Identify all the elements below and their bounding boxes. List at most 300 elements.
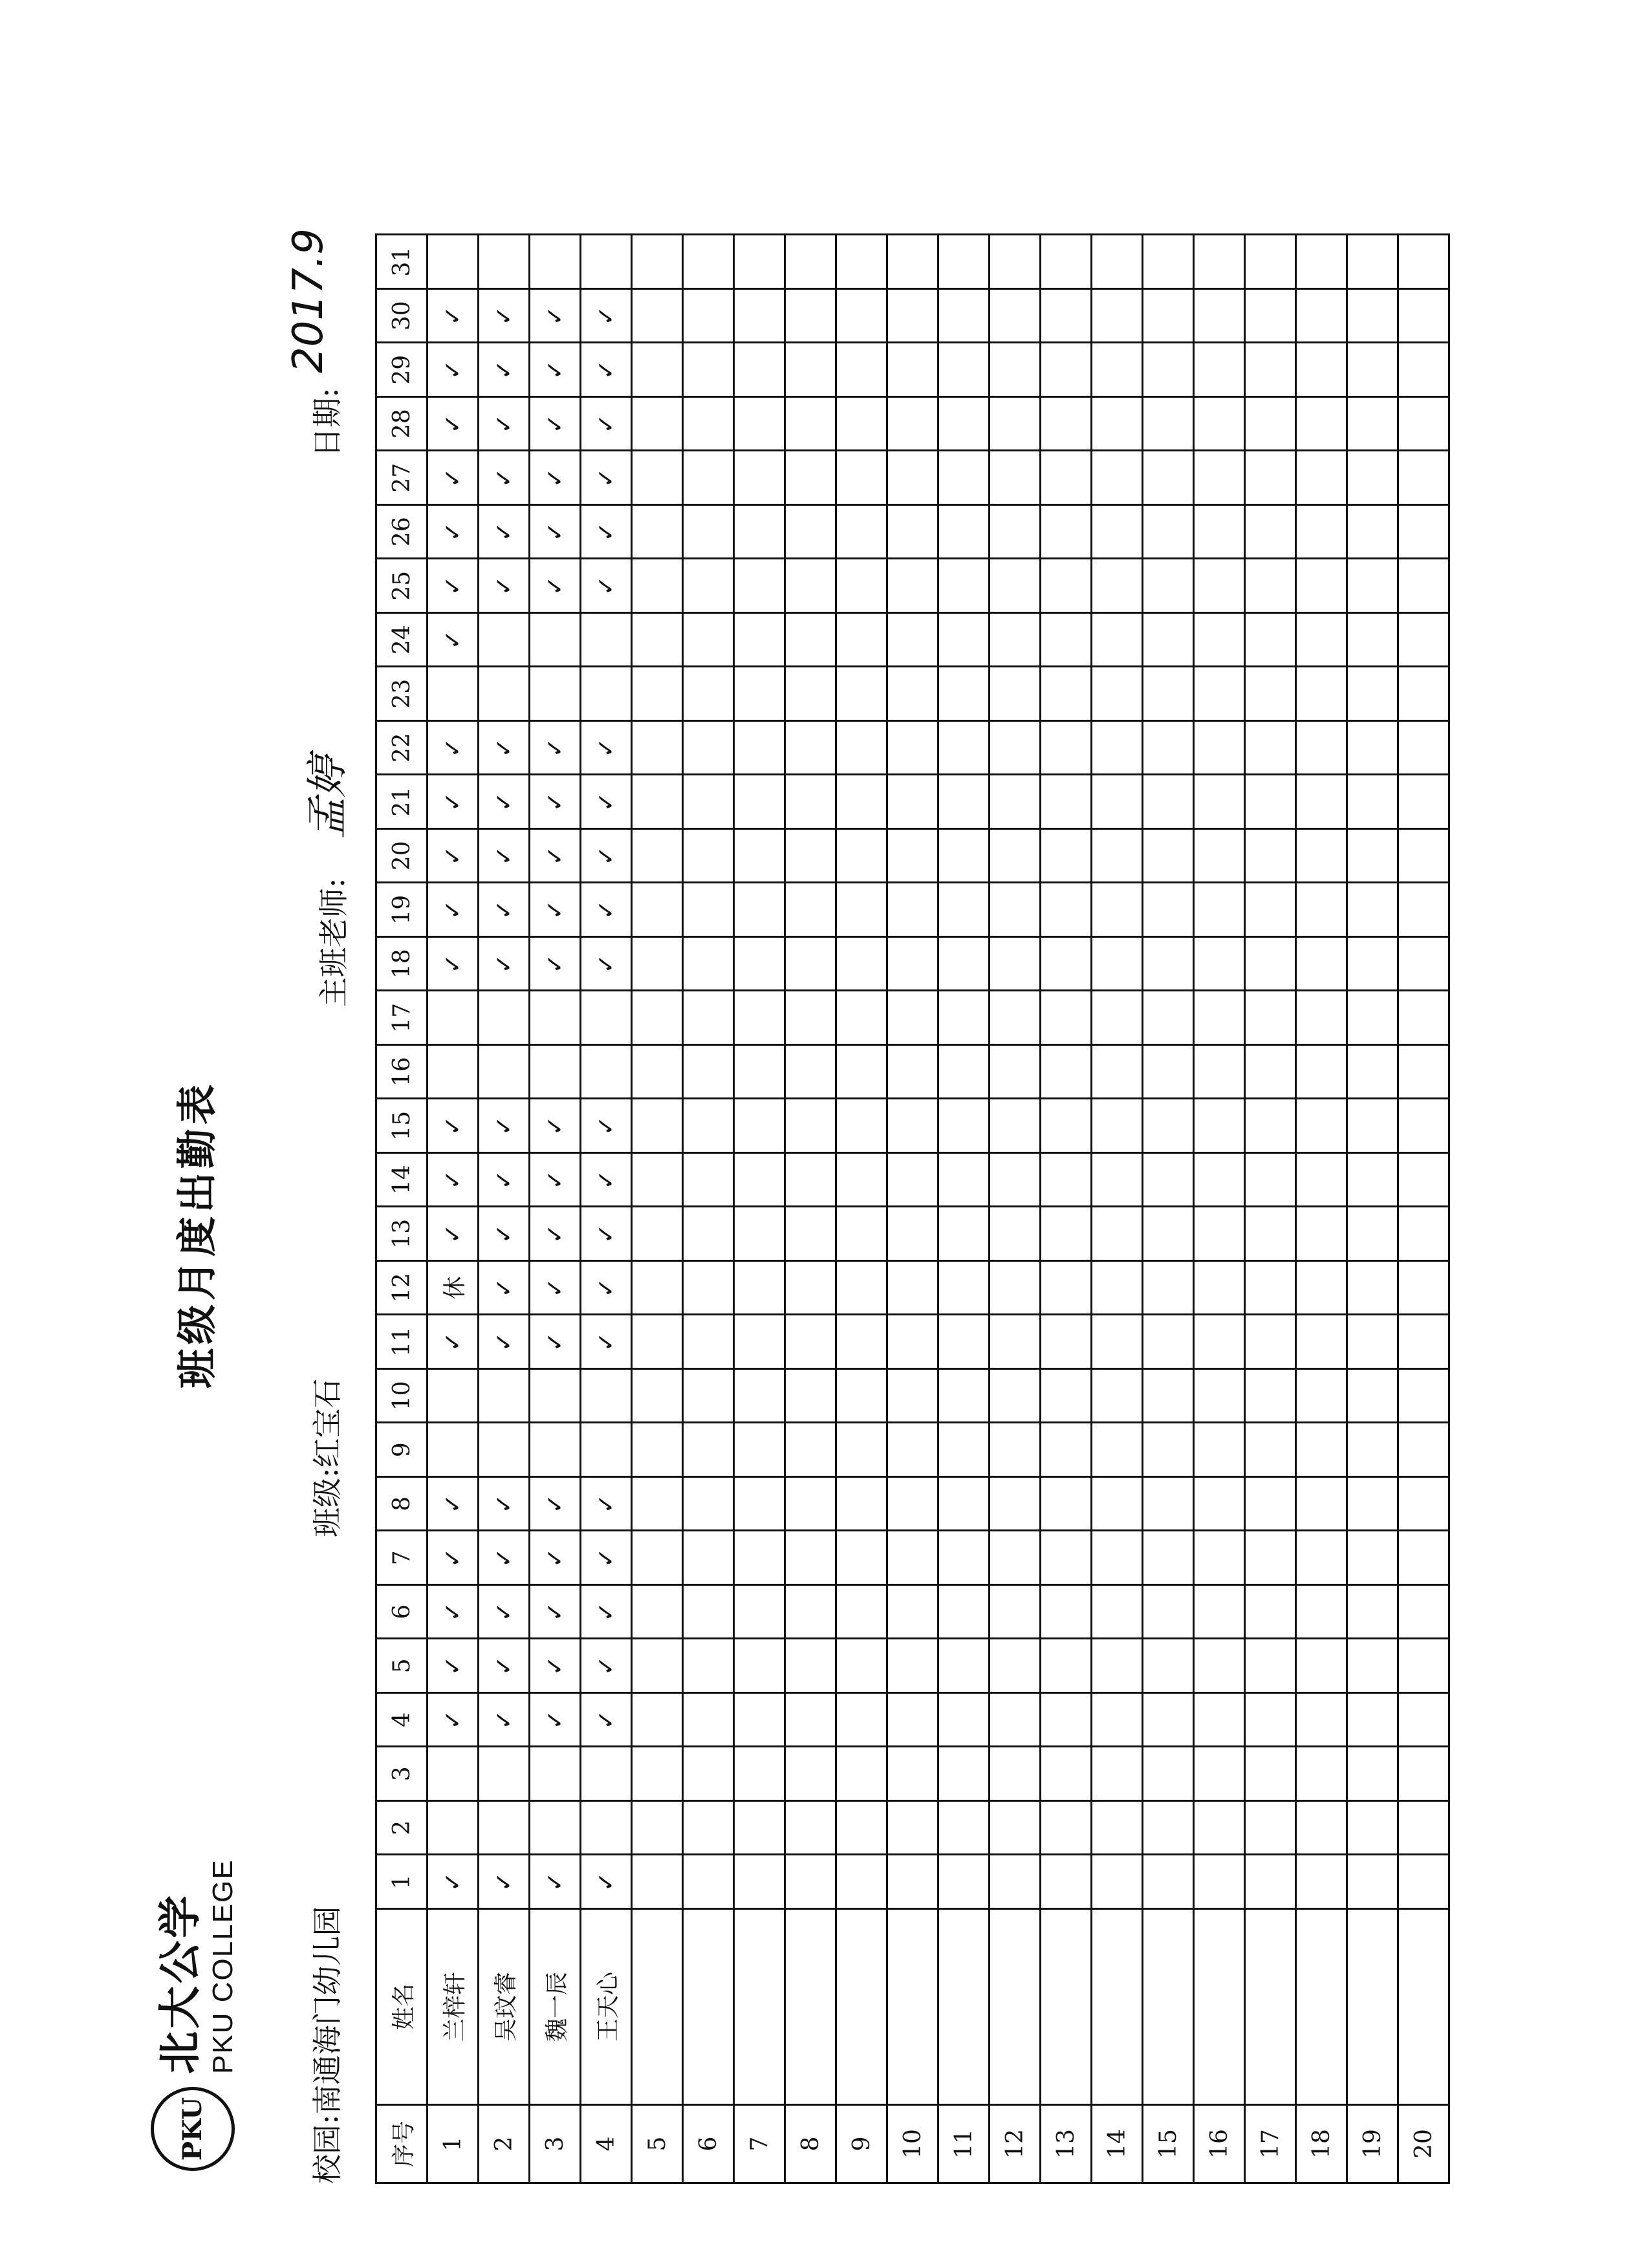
student-name-cell (785, 1909, 836, 2105)
student-name-cell (1245, 1909, 1296, 2105)
table-row (990, 235, 1041, 2183)
attendance-cell (1245, 289, 1296, 343)
attendance-cell (1143, 451, 1194, 505)
attendance-cell: ✓ (428, 1531, 479, 1585)
attendance-cell (887, 883, 938, 937)
attendance-cell (581, 1747, 632, 1801)
attendance-cell (1296, 991, 1347, 1045)
attendance-cell (785, 235, 836, 289)
attendance-cell (785, 667, 836, 721)
attendance-cell (1296, 1099, 1347, 1153)
attendance-cell (990, 937, 1041, 991)
attendance-cell (683, 775, 734, 829)
attendance-cell (734, 451, 785, 505)
attendance-cell (1296, 289, 1347, 343)
attendance-cell (990, 1801, 1041, 1855)
attendance-cell (683, 991, 734, 1045)
campus-label: 校园:南通海门幼儿园 (310, 1906, 345, 2184)
attendance-cell: ✓ (530, 559, 581, 613)
attendance-cell (990, 1153, 1041, 1207)
attendance-cell (990, 775, 1041, 829)
attendance-cell (1194, 1585, 1245, 1639)
attendance-cell (1347, 235, 1398, 289)
attendance-cell (632, 1801, 683, 1855)
day-header: 1 (376, 1855, 428, 1909)
day-header: 15 (376, 1099, 428, 1153)
attendance-cell (1092, 1855, 1143, 1909)
attendance-cell (530, 1801, 581, 1855)
table-row (938, 235, 990, 2183)
attendance-cell (1041, 235, 1092, 289)
student-name-cell: 兰梓轩 (428, 1909, 479, 2105)
attendance-cell (836, 235, 887, 289)
attendance-cell (785, 1261, 836, 1315)
attendance-cell (1347, 1261, 1398, 1315)
attendance-cell: ✓ (581, 1639, 632, 1693)
attendance-cell (683, 1477, 734, 1531)
attendance-cell (1398, 1855, 1449, 1909)
attendance-cell (1398, 1531, 1449, 1585)
attendance-cell: ✓ (530, 1261, 581, 1315)
student-name-cell (734, 1909, 785, 2105)
attendance-cell (990, 1855, 1041, 1909)
attendance-cell (1194, 289, 1245, 343)
attendance-cell (938, 289, 990, 343)
table-row (836, 235, 887, 2183)
attendance-cell (1398, 1693, 1449, 1747)
attendance-cell (836, 1423, 887, 1477)
attendance-cell: ✓ (581, 1261, 632, 1315)
seq-cell: 10 (887, 2105, 938, 2183)
attendance-cell (1296, 775, 1347, 829)
name-header: 姓名 (376, 1909, 428, 2105)
attendance-cell (1398, 1315, 1449, 1369)
day-header: 17 (376, 991, 428, 1045)
seq-header: 序号 (376, 2105, 428, 2183)
attendance-cell (1092, 667, 1143, 721)
attendance-cell (836, 1585, 887, 1639)
seq-cell: 9 (836, 2105, 887, 2183)
student-name-cell (887, 1909, 938, 2105)
attendance-cell (887, 1261, 938, 1315)
class-label: 班级:红宝石 (310, 1378, 345, 1537)
attendance-cell (1194, 829, 1245, 883)
attendance-cell: ✓ (428, 451, 479, 505)
attendance-cell (1092, 1747, 1143, 1801)
attendance-cell (632, 235, 683, 289)
attendance-cell (938, 397, 990, 451)
attendance-cell (734, 343, 785, 397)
attendance-cell (1041, 559, 1092, 613)
attendance-cell (581, 1801, 632, 1855)
attendance-cell (836, 1261, 887, 1315)
attendance-cell (530, 1747, 581, 1801)
attendance-cell (1194, 1747, 1245, 1801)
attendance-cell (1296, 613, 1347, 667)
attendance-cell (785, 1747, 836, 1801)
attendance-cell (938, 721, 990, 775)
attendance-cell (734, 1153, 785, 1207)
attendance-cell (683, 721, 734, 775)
attendance-cell (1143, 1639, 1194, 1693)
attendance-cell (479, 667, 530, 721)
attendance-cell: ✓ (479, 1099, 530, 1153)
attendance-cell: ✓ (581, 829, 632, 883)
student-name-cell (632, 1909, 683, 2105)
attendance-cell (1092, 829, 1143, 883)
attendance-cell (428, 1369, 479, 1423)
day-header: 31 (376, 235, 428, 289)
attendance-cell (1347, 1855, 1398, 1909)
table-row (785, 235, 836, 2183)
attendance-cell (734, 1099, 785, 1153)
attendance-cell (990, 1099, 1041, 1153)
attendance-cell (683, 1369, 734, 1423)
attendance-cell (1092, 235, 1143, 289)
attendance-cell (1347, 1585, 1398, 1639)
attendance-cell (1143, 343, 1194, 397)
attendance-cell: ✓ (530, 937, 581, 991)
attendance-cell (1245, 667, 1296, 721)
attendance-cell (1041, 1747, 1092, 1801)
attendance-cell (1245, 883, 1296, 937)
attendance-cell (1041, 829, 1092, 883)
attendance-cell (683, 235, 734, 289)
attendance-cell (1296, 1639, 1347, 1693)
attendance-cell (887, 1747, 938, 1801)
attendance-cell (1092, 1639, 1143, 1693)
attendance-cell (785, 1153, 836, 1207)
attendance-cell (1041, 289, 1092, 343)
table-row (1092, 235, 1143, 2183)
attendance-cell (428, 1747, 479, 1801)
attendance-cell (1296, 937, 1347, 991)
attendance-cell (1398, 1369, 1449, 1423)
day-header: 5 (376, 1639, 428, 1693)
attendance-cell (1143, 1477, 1194, 1531)
attendance-cell (1143, 721, 1194, 775)
attendance-cell (938, 343, 990, 397)
attendance-cell (1092, 1153, 1143, 1207)
attendance-cell (990, 667, 1041, 721)
attendance-cell (887, 1693, 938, 1747)
attendance-cell (734, 1423, 785, 1477)
attendance-cell (1143, 289, 1194, 343)
attendance-cell (1041, 1801, 1092, 1855)
attendance-cell (1143, 1315, 1194, 1369)
student-name-cell (1398, 1909, 1449, 2105)
attendance-cell (632, 1261, 683, 1315)
attendance-cell (1092, 559, 1143, 613)
attendance-cell: 休 (428, 1261, 479, 1315)
attendance-cell (1194, 397, 1245, 451)
attendance-cell (683, 1207, 734, 1261)
attendance-cell (428, 235, 479, 289)
attendance-cell (938, 937, 990, 991)
table-row (734, 235, 785, 2183)
attendance-cell (1398, 721, 1449, 775)
day-header: 11 (376, 1315, 428, 1369)
attendance-cell (836, 1747, 887, 1801)
attendance-cell (1041, 1855, 1092, 1909)
attendance-cell (1143, 1585, 1194, 1639)
attendance-cell (1296, 343, 1347, 397)
attendance-cell (887, 1423, 938, 1477)
attendance-cell (581, 667, 632, 721)
attendance-cell (1296, 397, 1347, 451)
attendance-cell (887, 1855, 938, 1909)
table-row (1194, 235, 1245, 2183)
attendance-cell: ✓ (530, 1153, 581, 1207)
attendance-cell (632, 1423, 683, 1477)
attendance-cell (632, 667, 683, 721)
attendance-cell (1398, 451, 1449, 505)
attendance-cell: ✓ (428, 883, 479, 937)
attendance-cell (1398, 1045, 1449, 1099)
attendance-cell (530, 613, 581, 667)
attendance-cell (938, 1099, 990, 1153)
attendance-cell (836, 721, 887, 775)
attendance-cell (938, 1315, 990, 1369)
attendance-cell (1296, 235, 1347, 289)
attendance-cell (1245, 1801, 1296, 1855)
attendance-cell: ✓ (530, 1477, 581, 1531)
attendance-cell (1347, 829, 1398, 883)
attendance-cell (1041, 1585, 1092, 1639)
day-header: 21 (376, 775, 428, 829)
attendance-cell (1194, 451, 1245, 505)
day-header: 25 (376, 559, 428, 613)
attendance-cell (1347, 559, 1398, 613)
attendance-cell: ✓ (530, 829, 581, 883)
attendance-cell (1194, 1045, 1245, 1099)
attendance-cell (1347, 1531, 1398, 1585)
attendance-cell (734, 1531, 785, 1585)
attendance-cell (1296, 721, 1347, 775)
attendance-cell (887, 1045, 938, 1099)
attendance-cell (1194, 1423, 1245, 1477)
attendance-cell: ✓ (581, 1477, 632, 1531)
attendance-cell (1245, 1423, 1296, 1477)
student-name-cell (1296, 1909, 1347, 2105)
attendance-cell (1143, 1045, 1194, 1099)
attendance-cell: ✓ (428, 937, 479, 991)
student-name-cell: 魏一辰 (530, 1909, 581, 2105)
attendance-cell (1092, 883, 1143, 937)
attendance-cell (785, 829, 836, 883)
attendance-cell (1398, 559, 1449, 613)
attendance-cell (1143, 1423, 1194, 1477)
attendance-cell (632, 613, 683, 667)
seq-cell: 1 (428, 2105, 479, 2183)
attendance-cell (1143, 883, 1194, 937)
attendance-cell (887, 1639, 938, 1693)
attendance-cell (938, 1261, 990, 1315)
attendance-cell (1041, 397, 1092, 451)
attendance-cell (683, 1261, 734, 1315)
seq-cell: 5 (632, 2105, 683, 2183)
attendance-cell (785, 1369, 836, 1423)
student-name-cell (990, 1909, 1041, 2105)
attendance-cell (785, 451, 836, 505)
attendance-cell (632, 1585, 683, 1639)
attendance-cell (734, 991, 785, 1045)
teacher-label: 主班老师: (316, 878, 351, 1007)
attendance-cell (938, 613, 990, 667)
attendance-cell (1041, 1207, 1092, 1261)
attendance-cell (632, 1639, 683, 1693)
student-name-cell (836, 1909, 887, 2105)
table-row (1041, 235, 1092, 2183)
attendance-cell (785, 1099, 836, 1153)
attendance-cell (1092, 397, 1143, 451)
student-name-cell (1194, 1909, 1245, 2105)
attendance-cell (1194, 1261, 1245, 1315)
attendance-cell (428, 991, 479, 1045)
attendance-cell (938, 883, 990, 937)
attendance-cell (1296, 559, 1347, 613)
attendance-cell (632, 289, 683, 343)
attendance-cell (1347, 937, 1398, 991)
attendance-cell (1092, 1585, 1143, 1639)
attendance-cell (479, 991, 530, 1045)
attendance-cell (734, 721, 785, 775)
attendance-cell (1398, 1423, 1449, 1477)
seq-cell: 16 (1194, 2105, 1245, 2183)
attendance-cell (785, 1207, 836, 1261)
attendance-cell (530, 235, 581, 289)
table-row (530, 235, 581, 2183)
attendance-cell (785, 991, 836, 1045)
attendance-cell (1092, 451, 1143, 505)
attendance-cell (1092, 1207, 1143, 1261)
attendance-cell (785, 343, 836, 397)
attendance-cell (632, 451, 683, 505)
attendance-cell (887, 667, 938, 721)
attendance-cell (990, 397, 1041, 451)
attendance-cell (887, 1207, 938, 1261)
attendance-cell (1296, 883, 1347, 937)
student-name-cell: 吴玟睿 (479, 1909, 530, 2105)
attendance-cell (1296, 1045, 1347, 1099)
attendance-cell (1041, 937, 1092, 991)
attendance-cell (1143, 1261, 1194, 1315)
attendance-cell (632, 1369, 683, 1423)
attendance-cell (530, 1369, 581, 1423)
attendance-cell (632, 721, 683, 775)
attendance-cell (1092, 613, 1143, 667)
attendance-cell: ✓ (581, 937, 632, 991)
table-row (887, 235, 938, 2183)
seq-cell: 17 (1245, 2105, 1296, 2183)
seq-cell: 14 (1092, 2105, 1143, 2183)
attendance-cell (734, 1639, 785, 1693)
day-header: 28 (376, 397, 428, 451)
attendance-cell (836, 343, 887, 397)
attendance-cell (938, 775, 990, 829)
attendance-cell (836, 1855, 887, 1909)
attendance-cell (990, 721, 1041, 775)
seq-cell: 4 (581, 2105, 632, 2183)
attendance-cell: ✓ (581, 451, 632, 505)
attendance-cell (683, 1693, 734, 1747)
attendance-cell (836, 613, 887, 667)
attendance-cell (1347, 613, 1398, 667)
attendance-cell (1092, 1801, 1143, 1855)
attendance-cell (632, 1315, 683, 1369)
attendance-cell (683, 1855, 734, 1909)
date-label: 日期: (310, 387, 345, 457)
attendance-cell (785, 937, 836, 991)
attendance-cell (1296, 505, 1347, 559)
attendance-cell: ✓ (479, 451, 530, 505)
attendance-cell (1398, 235, 1449, 289)
attendance-cell: ✓ (479, 1207, 530, 1261)
attendance-cell (683, 1045, 734, 1099)
attendance-cell (887, 829, 938, 883)
attendance-cell: ✓ (479, 829, 530, 883)
attendance-cell: ✓ (530, 1693, 581, 1747)
attendance-cell (938, 451, 990, 505)
attendance-cell (632, 343, 683, 397)
attendance-cell (479, 1801, 530, 1855)
attendance-cell (836, 883, 887, 937)
attendance-cell: ✓ (479, 937, 530, 991)
attendance-cell (1092, 775, 1143, 829)
attendance-cell (938, 667, 990, 721)
attendance-cell (683, 343, 734, 397)
attendance-cell (1143, 937, 1194, 991)
attendance-cell (1296, 1423, 1347, 1477)
attendance-cell (1347, 883, 1398, 937)
day-header: 19 (376, 883, 428, 937)
attendance-cell (734, 613, 785, 667)
attendance-cell (1194, 775, 1245, 829)
attendance-cell (887, 721, 938, 775)
attendance-cell (938, 1045, 990, 1099)
attendance-cell (836, 829, 887, 883)
table-row (479, 235, 530, 2183)
attendance-cell (1194, 1153, 1245, 1207)
attendance-cell (990, 289, 1041, 343)
attendance-cell (1347, 397, 1398, 451)
attendance-cell (1194, 235, 1245, 289)
attendance-cell (887, 775, 938, 829)
attendance-cell (1092, 343, 1143, 397)
attendance-cell (1245, 1099, 1296, 1153)
attendance-cell (683, 829, 734, 883)
day-header: 2 (376, 1801, 428, 1855)
attendance-cell (1194, 1369, 1245, 1423)
attendance-cell (632, 1099, 683, 1153)
attendance-cell (734, 1207, 785, 1261)
attendance-cell (734, 235, 785, 289)
student-name-cell (1092, 1909, 1143, 2105)
attendance-cell (1296, 1477, 1347, 1531)
attendance-cell (1296, 1531, 1347, 1585)
logo-chinese-text: 北大公学 (155, 1893, 205, 2074)
attendance-cell (734, 937, 785, 991)
attendance-cell (990, 559, 1041, 613)
attendance-cell (938, 991, 990, 1045)
attendance-cell: ✓ (581, 505, 632, 559)
student-name-cell (1143, 1909, 1194, 2105)
attendance-cell (785, 1477, 836, 1531)
attendance-cell: ✓ (530, 1099, 581, 1153)
attendance-cell (632, 1747, 683, 1801)
attendance-cell (1347, 1639, 1398, 1693)
attendance-cell: ✓ (581, 1531, 632, 1585)
